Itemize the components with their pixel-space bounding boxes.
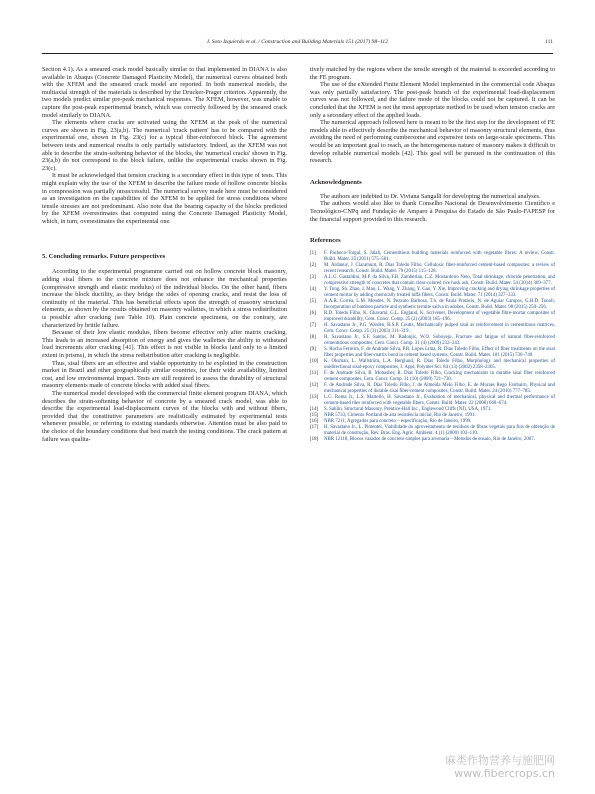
reference-number: [6]	[310, 311, 316, 317]
paragraph: According to the experimental programme carried out on hollow concrete block masonry, adding sisal fibers to the concrete mixture does not enhance the mechanical properties (compressive strength and elastic modulus) of the individual blocks. On the other hand, fibers increase the block ductility, as they bridge the sides of opening cracks, and resist the loss of continuity of the material. This has beneficial effects upon the strength of masonry structural elements, as shown by the results obtained on masonry wallettes, in which a stress redistribution is possible after cracking (see Table 10). Plain concrete specimens, on the contrary, are characterized by brittle failure.	[42, 268, 287, 329]
reference-text[interactable]: Y. Tong, Sh. Zhao, J. Mao, L. Wang, Y. Zhang, Y. Gao, Y. Xie, Improving cracking and drying shrinkage properties of cement mortar by adding chemically treated luffa fibers, Constr. Build. Mater. 71 (2014) 327–333.	[324, 287, 555, 299]
reference-number: [12]	[310, 383, 319, 389]
reference-number: [4]	[310, 287, 316, 293]
reference-item[interactable]	[310, 371, 555, 383]
reference-text[interactable]: NBR 5733, Cimento Portland de alta resistência inicial, Rio de Janeiro, 1991.	[324, 413, 476, 419]
reference-text[interactable]: H. Savastano Jr., L. Pimentel, Viabilidade do aproveitamento de resíduos de fibras vegetais para fins de obtenção de material de construção, Rev. Bras. Eng. Agríc. Ambient. 4 (1) (2000) 103–110.	[324, 425, 555, 437]
reference-text[interactable]: NBR 12118, Blocos vazados de concreto simples para alvenaria – Métodos de ensaio, Rio de Janeiro, 2007.	[324, 437, 535, 443]
references-title: References	[310, 237, 341, 245]
reference-text[interactable]: NBR 7211, Agregados para concreto – especificação, Rio de Janeiro, 1999.	[324, 419, 472, 425]
reference-item[interactable]	[310, 335, 555, 347]
paragraph: It must be acknowledged that tension cracking is a secondary effect in this type of tests. This might explain why the use of the XFEM to describe the failure mode of hollow concrete blocks in compression was partially unsuccessful. The numerical survey made here must be considered as an investigation on the capabilities of the XFEM to be applied for stress conditions where tensile stresses are not predominant. Also note that the bearing capacity of the blocks predicted by the XFEM overestimates that computed using the Concrete Damaged Plasticity Model, which, in turn, overestimates the experimental one.	[42, 172, 287, 225]
paragraph: Because of their low elastic modulus, fibers become effective only after matrix cracking. This leads to an increased absorption of energy and gives the wallettes the ability to withstand load increments after cracking [41]. This effect is not visible in blocks (and only to a limited extent in prisms), in which the stress redistribution after cracking is negligible.	[42, 329, 287, 359]
reference-item[interactable]	[310, 263, 555, 275]
reference-item[interactable]	[310, 287, 555, 299]
watermark-line: 麻类作物营养与施肥网	[445, 754, 555, 767]
reference-text[interactable]: R.D. Toledo Filho, K. Ghavami, G.L. England, K. Scrivener, Development of vegetable fibre-mortar composites of improved durability, Cem. Concr. Comp. 25 (2) (2003) 185–196.	[324, 311, 555, 323]
reference-number: [1]	[310, 251, 316, 257]
reference-text[interactable]: F. de Andrade Silva, B. Mobasher, R. Dias Toledo Filho, Cracking mechanisms in durable sisal fiber reinforced cement composites, Cem. Concr. Comp. 31 (10) (2009) 721–730.	[324, 371, 555, 383]
paragraph: The authors are indebted to Dr. Viviana Sangalli for developing the numerical analyses.	[320, 192, 541, 200]
reference-number: [2]	[310, 263, 316, 269]
watermark	[445, 754, 555, 780]
reference-item[interactable]	[310, 383, 555, 395]
reference-number: [13]	[310, 395, 319, 401]
watermark-line: www.fibercrops.cn	[454, 767, 555, 780]
reference-item[interactable]	[310, 425, 555, 437]
reference-number: [11]	[310, 371, 318, 377]
page-number: 111	[545, 39, 553, 45]
reference-text[interactable]: H. Savastano Jr., P.G. Warden, R.S.P. Coutts, Mechanically pulped sisal as reinforcement in cementitious matrices, Cem. Concr. Comp. 25 (3) (2003) 311–319.	[324, 323, 555, 335]
reference-item[interactable]	[310, 251, 555, 263]
running-header	[42, 39, 553, 51]
reference-number: [5]	[310, 299, 316, 305]
reference-item[interactable]	[310, 275, 555, 287]
paragraph: Section 4.1). As a smeared crack model basically similar to that implemented in DIANA is also available in Abaqus (Concrete Damaged Plasticity Model), the numerical curves obtained both with the XFEM and the smeared crack model are reported. In both numerical models, the multiaxial strength of the materials is described by the Drucker-Prager criterion. Apparently, the two models predict similar pre-peak mechanical responses. The XFEM, however, was unable to capture the post-peak experimental branch, which was correctly followed by the smeared crack model similarly to DIANA.	[42, 66, 287, 119]
reference-number: [3]	[310, 275, 316, 281]
reference-item[interactable]	[310, 347, 555, 359]
reference-number: [16]	[310, 419, 319, 425]
paragraph: The numerical model developed with the commercial finite element program DIANA, which describes the strain-softening behavior of concrete by a smeared crack model, was able to describe the experimental load-displacement curves of the blocks with and without fibers, provided that the constitutive parameters are realistically estimated by experimental tests whenever possible, or referring to existing standards otherwise. Attention must be also paid to the choice of the boundary conditions that best match the testing conditions. The crack pattern at failure was qualita-	[42, 389, 287, 443]
reference-number: [18]	[310, 437, 319, 443]
header-rule	[42, 53, 553, 54]
reference-text[interactable]: A.L.G. Gastaldini, M.P. da Silva, F.B. Zamberlan, C.Z. Mostardeiro Neto, Total shrinkage, chloride penetration, and compressive strength of concretes that contain clear-colored rice husk ash, Constr. Build. Mater. 54 (2014) 369–377.	[324, 275, 555, 287]
header-citation: I. Soto Izquierdo et al. / Construction and Building Materials 151 (2017) 98–112	[207, 39, 388, 45]
reference-item[interactable]	[310, 299, 555, 311]
reference-text[interactable]: L.C. Roma Jr., L.S. Martello, H. Savastano Jr., Evaluation of mechanical, physical and thermal performance of cement-based tiles reinforced with vegetable fibers, Constr. Build. Mater. 22 (2008) 668–674.	[324, 395, 555, 407]
paragraph: Thus, sisal fibers are an effective and viable opportunity to be exploited in the construction market in Brazil and other geographically similar countries, for their wide availability, limited cost, and low environmental impact. Tests are still required to assess the durability of structural masonry elements made of concrete blocks with added sisal fibers.	[42, 359, 287, 390]
paragraph: The elements where cracks are activated using the XFEM at the peak of the numerical curves are shown in Fig. 23(a,b). The numerical 'crack pattern' has to be compared with the experimental one, shown in Fig. 23(c) for a typical fiber-reinforced block. The agreement between tests and numerical results is only partially satisfactory. Indeed, as the XFEM was not able to describe the strain-softening behavior of the blocks, the 'numerical cracks' shown in Fig. 23(a,b) do not correspond to the block failure, unlike the experimental cracks shown in Fig. 23(c).	[42, 119, 287, 172]
reference-text[interactable]: K. Oksman, L. Wallström, L.A. Berglund, R. Dias Toledo Filho, Morphology and mechanical properties of unidirectional sisal-epoxy composites, J. Appl. Polymer Sci. 84 (13) (2002) 2358–2365.	[324, 359, 555, 371]
reference-text[interactable]: A.A.R. Corrêa, L.M. Mendes, N. Pezzuto Barbosa, T.h. de Paula Protásio, N. de Aguiar Campos, G.H.D. Tonoli, Incorporation of bamboo particle and synthetic termite saliva in adobes, Constr. Build. Mater. 98 (2015) 250–256.	[324, 299, 555, 311]
reference-number: [15]	[310, 413, 319, 419]
reference-text[interactable]: H. Savastano Jr., S.F. Santos, M. Radonjic, W.O. Soboyejo, Fracture and fatigue of natural fiber-reinforced cementitious composites, Cem. Concr. Comp. 31 (4) (2009) 232–243.	[324, 335, 555, 347]
reference-item[interactable]	[310, 359, 555, 371]
section-title: 5. Concluding remarks. Future perspectives	[42, 253, 166, 261]
reference-text[interactable]: F. de Andrade Silva, R. Dias Toledo Filho, J. de Almeida Melo Filho, E. de Moraes Rego Fairbairn, Physical and mechanical properties of durable sisal fiber-cement composites, Constr. Build. Mater. 24 (2010) 777–785.	[324, 383, 555, 395]
reference-list	[310, 251, 555, 443]
paragraph: The use of the eXtended Finite Element Model implemented in the commercial code Abaqus was only partially satisfactory. The post-peak branch of the experimental load-displacement curves was not followed, and the failure mode of the blocks could not be captured. It can be concluded that the XFEM is not the most appropriate method to be used when tension cracks are only a secondary effect of the applied loads.	[310, 81, 555, 119]
reference-text[interactable]: S. Sahlin, Structural Masonry, Prentice-Hall Inc., Englewood Cliffs (NJ), USA, 1971.	[324, 407, 492, 413]
reference-text[interactable]: F. Pacheco-Torgal, S. Jalali, Cementitious building materials reinforced with vegetable fibres: A review, Constr. Build. Mater. 25 (2011) 575–581.	[324, 251, 555, 263]
reference-item[interactable]	[310, 437, 555, 443]
paragraph: The authors would also like to thank Conselho Nacional de Desenvolvimento Científico e Tecnológico-CNPq and Fundação de Amparo à Pesquisa do Estado de São Paulo-FAPESP for the financial support provided to this research.	[310, 200, 555, 223]
reference-item[interactable]	[310, 395, 555, 407]
reference-number: [8]	[310, 335, 316, 341]
reference-number: [7]	[310, 323, 316, 329]
reference-text[interactable]: M. Ardanuy, J. Claramunt, R. Dias Toledo Filho, Cellulosic fiber-reinforced cement-based composites: a review of recent research, Constr. Build. Mater. 79 (2015) 115–128.	[324, 263, 555, 275]
paragraph: tively matched by the regions where the tensile strength of the material is exceeded according to the FE program.	[310, 66, 555, 81]
reference-number: [9]	[310, 347, 316, 353]
reference-number: [17]	[310, 425, 319, 431]
right-column	[310, 66, 555, 443]
reference-item[interactable]	[310, 311, 555, 323]
acknowledgments-title: Acknowledgments	[310, 178, 362, 186]
left-column	[42, 66, 287, 443]
reference-number: [10]	[310, 359, 319, 365]
paragraph: The numerical approach followed here is meant to be the first step for the development of FE models able to effectively describe the mechanical behavior of masonry structural elements, thus avoiding the need of performing cumbersome and expensive tests on large-scale specimens. This would be an important goal to reach, as the heterogeneous nature of masonry makes it difficult to develop reliable numerical models [42]. This goal will be pursued in the continuation of this research.	[310, 119, 556, 165]
reference-text[interactable]: S. Rocha Ferreira, F. de Andrade Silva, P.R. Lopes Lima, R. Dias Toledo Filho, Effect of fiber treatments on the sisal fiber properties and fiber-matrix bond in cement based systems, Constr. Build. Mater. 101 (2015) 730–740.	[324, 347, 555, 359]
reference-number: [14]	[310, 407, 319, 413]
reference-item[interactable]	[310, 323, 555, 335]
